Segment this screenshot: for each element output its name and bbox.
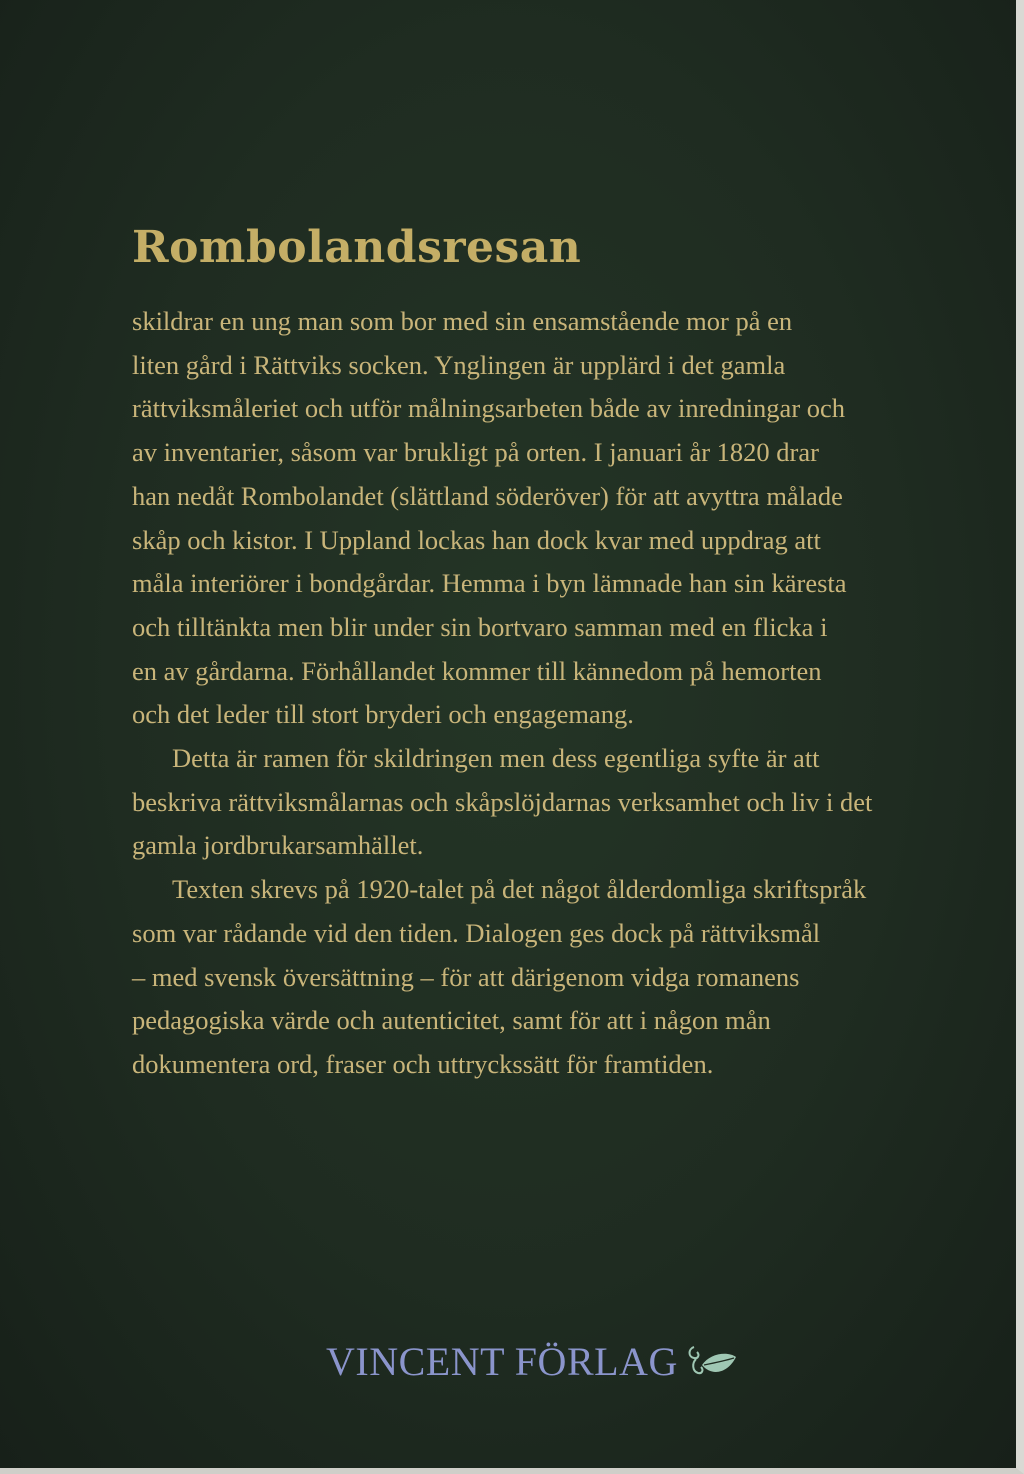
text-line: dokumentera ord, fraser och uttryckssätt för framtiden. [132, 1048, 714, 1079]
blurb-paragraph-1 [132, 300, 972, 737]
text-line: Texten skrevs på 1920-talet på det något ålderdomliga skriftspråk [172, 874, 867, 905]
flower-leaf-icon [684, 1339, 740, 1383]
text-line: en av gårdarna. Förhållandet kommer till kännedom på hemorten [132, 655, 822, 686]
text-line: han nedåt Rombolandet (slättland söderöver) för att avyttra målade [132, 480, 843, 511]
text-line: – med svensk översättning – för att därigenom vidga romanens [132, 961, 800, 992]
blurb-paragraph-3 [132, 868, 972, 1087]
blurb-paragraph-2 [132, 737, 972, 868]
publisher-name: VINCENT FÖRLAG [326, 1338, 678, 1384]
text-line: och tilltänkta men blir under sin bortvaro samman med en flicka i [132, 611, 828, 642]
text-line: rättviksmåleriet och utför målningsarbeten både av inredningar och [132, 393, 846, 424]
text-line: av inventarier, såsom var brukligt på orten. I januari år 1820 drar [132, 437, 819, 468]
text-line: skildrar en ung man som bor med sin ensamstående mor på en [132, 306, 793, 336]
text-line: och det leder till stort bryderi och engagemang. [132, 699, 634, 730]
text-line: skåp och kistor. I Uppland lockas han dock kvar med uppdrag att [132, 524, 821, 555]
book-title: Rombolandsresan [132, 222, 582, 273]
blurb [132, 300, 972, 1087]
text-line: liten gård i Rättviks socken. Ynglingen är upplärd i det gamla [132, 349, 786, 380]
text-line: måla interiörer i bondgårdar. Hemma i byn lämnade han sin käresta [132, 568, 847, 599]
text-line: som var rådande vid den tiden. Dialogen ges dock på rättviksmål [132, 917, 821, 948]
text-line: pedagogiska värde och autenticitet, samt för att i någon mån [132, 1005, 771, 1036]
text-line: Detta är ramen för skildringen men dess egentliga syfte är att [172, 743, 820, 774]
text-line: gamla jordbrukarsamhället. [132, 830, 424, 861]
text-line: beskriva rättviksmålarnas och skåpslöjdarnas verksamhet och liv i det [132, 786, 873, 817]
publisher-mark [326, 1336, 740, 1386]
